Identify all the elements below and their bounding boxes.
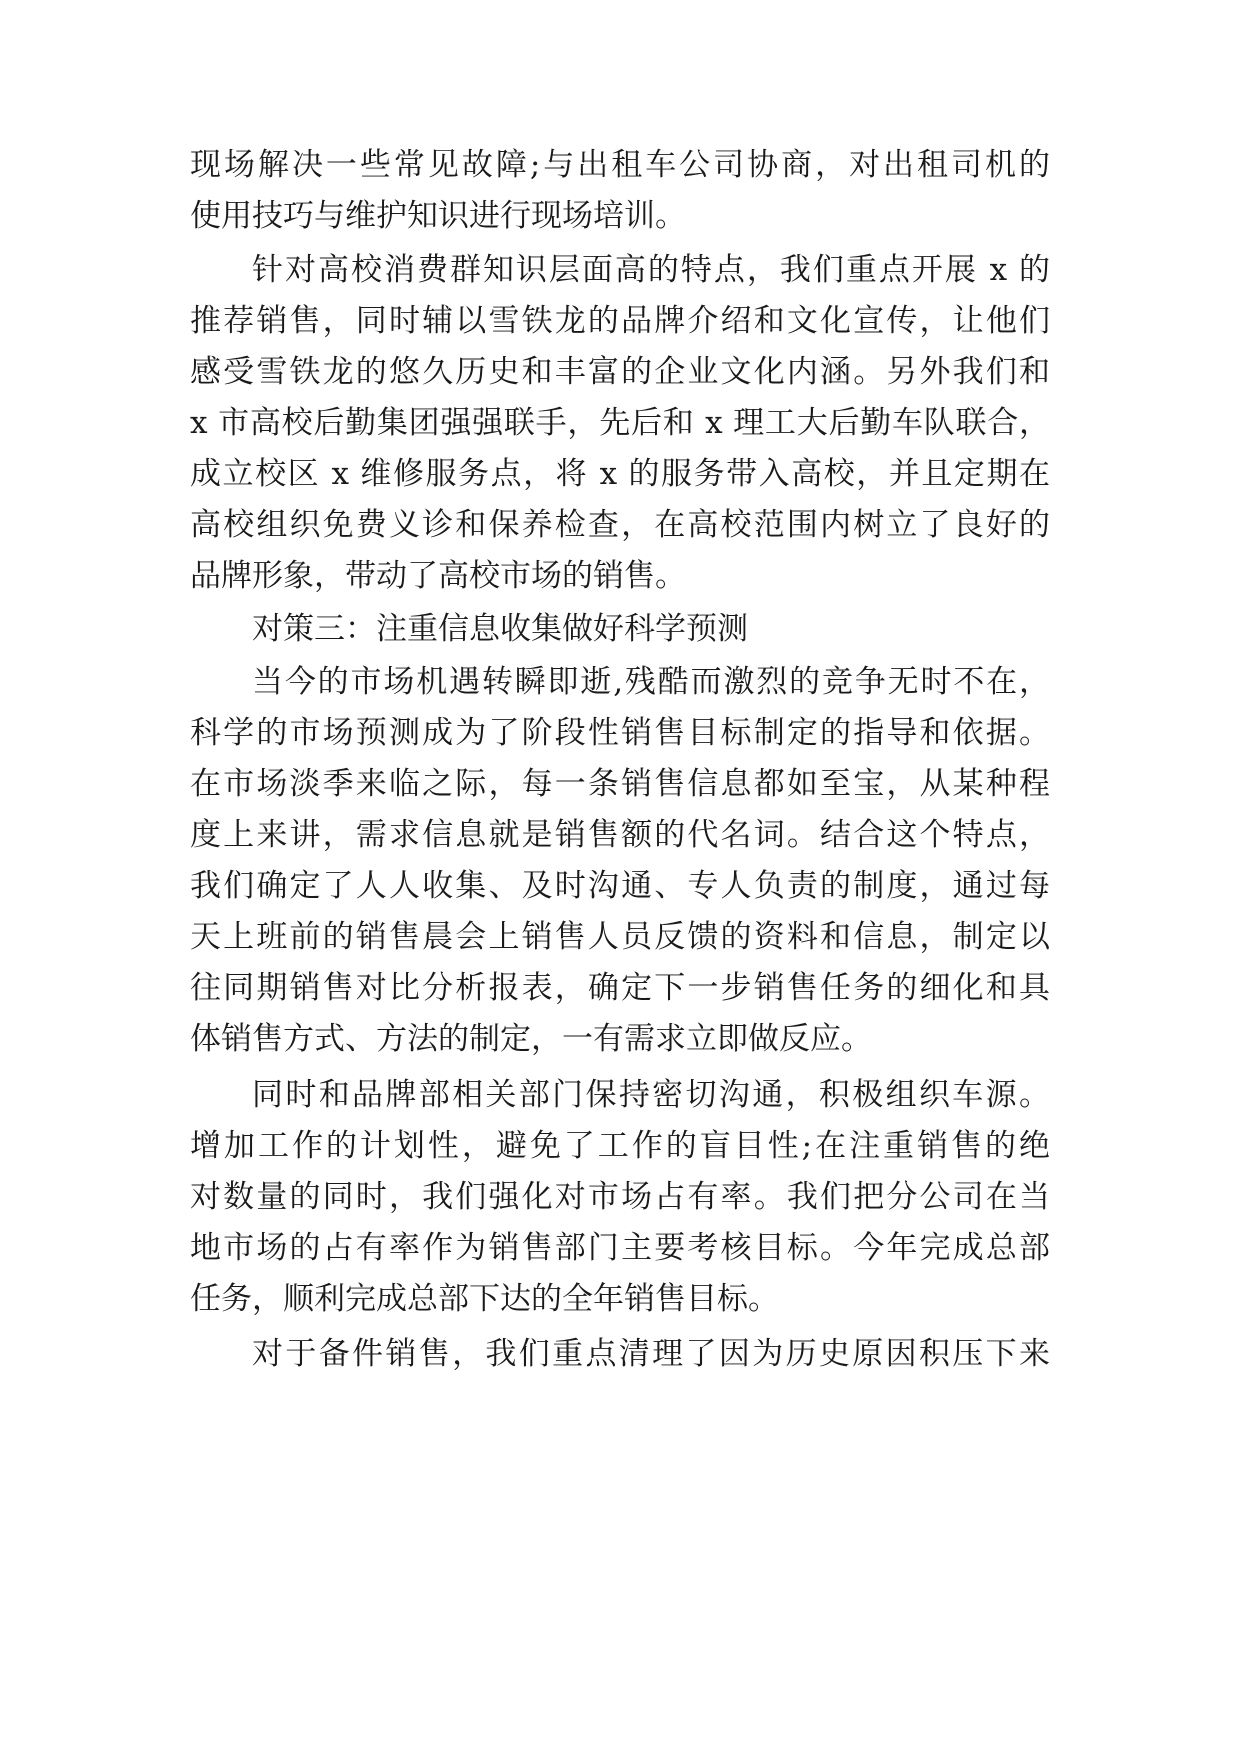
body-text-line: 我们确定了人人收集、及时沟通、专人负责的制度，通过每: [190, 868, 1050, 904]
body-text-line: 天上班前的销售晨会上销售人员反馈的资料和信息，制定以: [190, 919, 1050, 955]
body-text-line: 在市场淡季来临之际，每一条销售信息都如至宝，从某种程: [190, 766, 1050, 802]
body-text-line: 感受雪铁龙的悠久历史和丰富的企业文化内涵。另外我们和: [190, 354, 1050, 390]
paragraph-first-line: 针对高校消费群知识层面高的特点，我们重点开展 x 的: [252, 252, 1050, 288]
body-text-line: 度上来讲，需求信息就是销售额的代名词。结合这个特点，: [190, 817, 1050, 853]
body-text-line: 推荐销售，同时辅以雪铁龙的品牌介绍和文化宣传，让他们: [190, 303, 1050, 339]
body-text-line: 现场解决一些常见故障;与出租车公司协商，对出租司机的: [190, 147, 1050, 183]
section-heading: 对策三：注重信息收集做好科学预测: [252, 611, 748, 647]
body-text-line: 地市场的占有率作为销售部门主要考核目标。今年完成总部: [190, 1230, 1050, 1266]
paragraph-first-line: 对于备件销售，我们重点清理了因为历史原因积压下来: [252, 1336, 1050, 1372]
body-text-line: 科学的市场预测成为了阶段性销售目标制定的指导和依据。: [190, 715, 1050, 751]
body-text-line: 成立校区 x 维修服务点，将 x 的服务带入高校，并且定期在: [190, 456, 1050, 492]
body-text-line: 任务，顺利完成总部下达的全年销售目标。: [190, 1281, 779, 1317]
body-text-line: 品牌形象，带动了高校市场的销售。: [190, 558, 686, 594]
body-text-line: 体销售方式、方法的制定，一有需求立即做反应。: [190, 1021, 872, 1057]
paragraph-first-line: 当今的市场机遇转瞬即逝,残酷而激烈的竞争无时不在，: [252, 664, 1050, 700]
body-text-line: 使用技巧与维护知识进行现场培训。: [190, 198, 686, 234]
body-text-line: 增加工作的计划性，避免了工作的盲目性;在注重销售的绝: [190, 1128, 1050, 1164]
body-text-line: 高校组织免费义诊和保养检查，在高校范围内树立了良好的: [190, 507, 1050, 543]
body-text-line: 对数量的同时，我们强化对市场占有率。我们把分公司在当: [190, 1179, 1050, 1215]
body-text-line: x 市高校后勤集团强强联手，先后和 x 理工大后勤车队联合，: [190, 405, 1050, 441]
body-text-line: 往同期销售对比分析报表，确定下一步销售任务的细化和具: [190, 970, 1050, 1006]
paragraph-first-line: 同时和品牌部相关部门保持密切沟通，积极组织车源。: [252, 1077, 1050, 1113]
